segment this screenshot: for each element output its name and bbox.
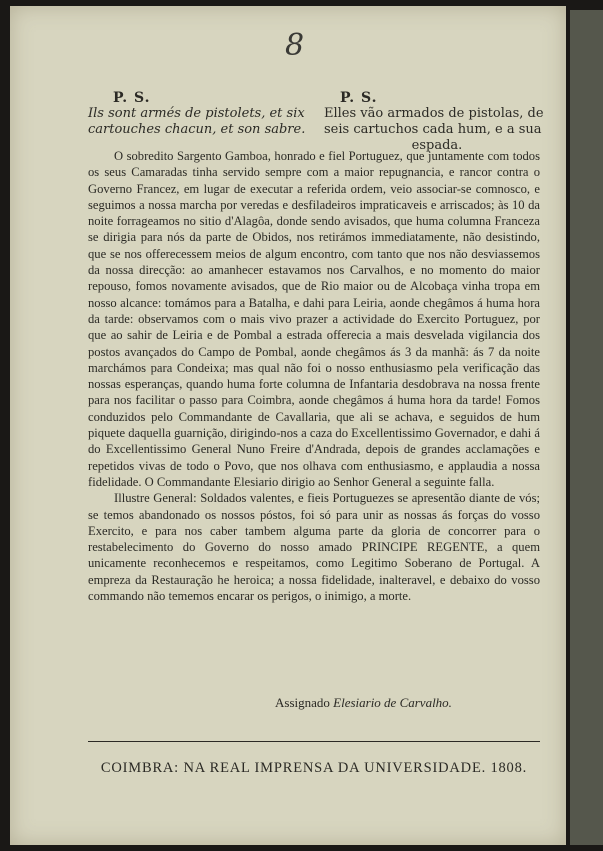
french-postscript: Ils sont armés de pistolets, et six cartouches chacun, et son sabre. <box>88 106 306 137</box>
page-number: 8 <box>285 28 305 63</box>
paragraph: O sobredito Sargento Gamboa, honrado e fiel Portuguez, que juntamente com todos os seus Camaradas tinha servido sempre com a maior repugnancia, e rancor contra o Governo Francez, em lugar de executar a referida ordem, veio associar-se comnosco, e seguimos a nossa marcha por veredas e desfiladeiros impraticaveis e arriscados; às 10 da noite forrageamos no sitio d'Alagôa, donde sendo avisados, que huma columna Franceza se dirigia para nós da parte de Obidos, nos retirámos immediatamente, não desistindo, que se nos offerecessem meios de algum encontro, com tanto que nos não desviassemos da nossa direcção: ao amanhecer estavamos nos Carvalhos, e no momento do maior repouso, fomos novamente avisados, que de Rio maior ou de Alcobaça vinha tropa em nosso alcance: tomámos para a Batalha, e dahi para Leiria, aonde chegâmos á huma hora da tarde: observamos com o mais vivo prazer a actividade do Exercito Portuguez, por que ao sahir de Leiria e de Pombal a estrada offerecia a mais desvelada vigilancia dos postos avançados do Campo de Pombal, aonde chegâmos ás 3 da manhã: ás 7 da noite marchámos para Condeixa; mas qual não foi o nosso enthusiasmo pela verificação das nossas esperanças, quando huma forte columna de Infantaria desdobrava na nossa frente para nos facilitar o passo para Coimbra, aonde chegâmos á huma hora da tarde! Fomos conduzidos pelo Commandante de Cavallaria, que ali se achava, e seguidos de hum piquete daquella guarnição, dirigindo-nos a caza do Excellentissimo Governador, e dahi á do Excellentissimo General Nuno Freire d'Andrada, depois de grandes acclamações e repetidos vivas de todo o Povo, que nos olhava com enthusiasmo, e applaudia a nossa fidelidade. O Commandante Elesiario dirigio ao Senhor General a seguinte falla. <box>88 149 540 489</box>
main-text <box>88 148 540 604</box>
signature-name: Elesiario de Carvalho. <box>333 695 452 710</box>
portuguese-postscript-end: espada. <box>411 138 463 153</box>
paragraph: Illustre General: Soldados valentes, e fieis Portuguezes se apresentão diante de vós; se temos abandonado os nossos póstos, foi só para unir as nossas ás forças do vosso Exercito, e para nos caber tambem alguma parte da gloria de concorrer para o restabelecimento do Governo do nosso amado PRINCIPE REGENTE, a quem unicamente reconhecemos e respeitamos, como Legitimo Soberano de Portugal. A empreza da Restauração he heroica; a nossa fidelidade, inalteravel, e debaixo do vosso commando não tememos encarar os perigos, o inimigo, a morte. <box>88 491 540 604</box>
portuguese-postscript-text: Elles vão armados de pistolas, de seis cartuchos cada hum, e a sua <box>324 106 544 137</box>
signature-line <box>275 695 452 711</box>
signature-prefix: Assignado <box>275 695 334 710</box>
facing-page-edge <box>570 10 603 845</box>
divider-rule <box>88 741 540 742</box>
left-column-heading: P. S. <box>113 90 151 106</box>
imprint-line: COIMBRA: NA REAL IMPRENSA DA UNIVERSIDADE. 1808. <box>100 760 528 776</box>
right-column-heading: P. S. <box>340 90 378 106</box>
portuguese-postscript <box>324 106 550 154</box>
